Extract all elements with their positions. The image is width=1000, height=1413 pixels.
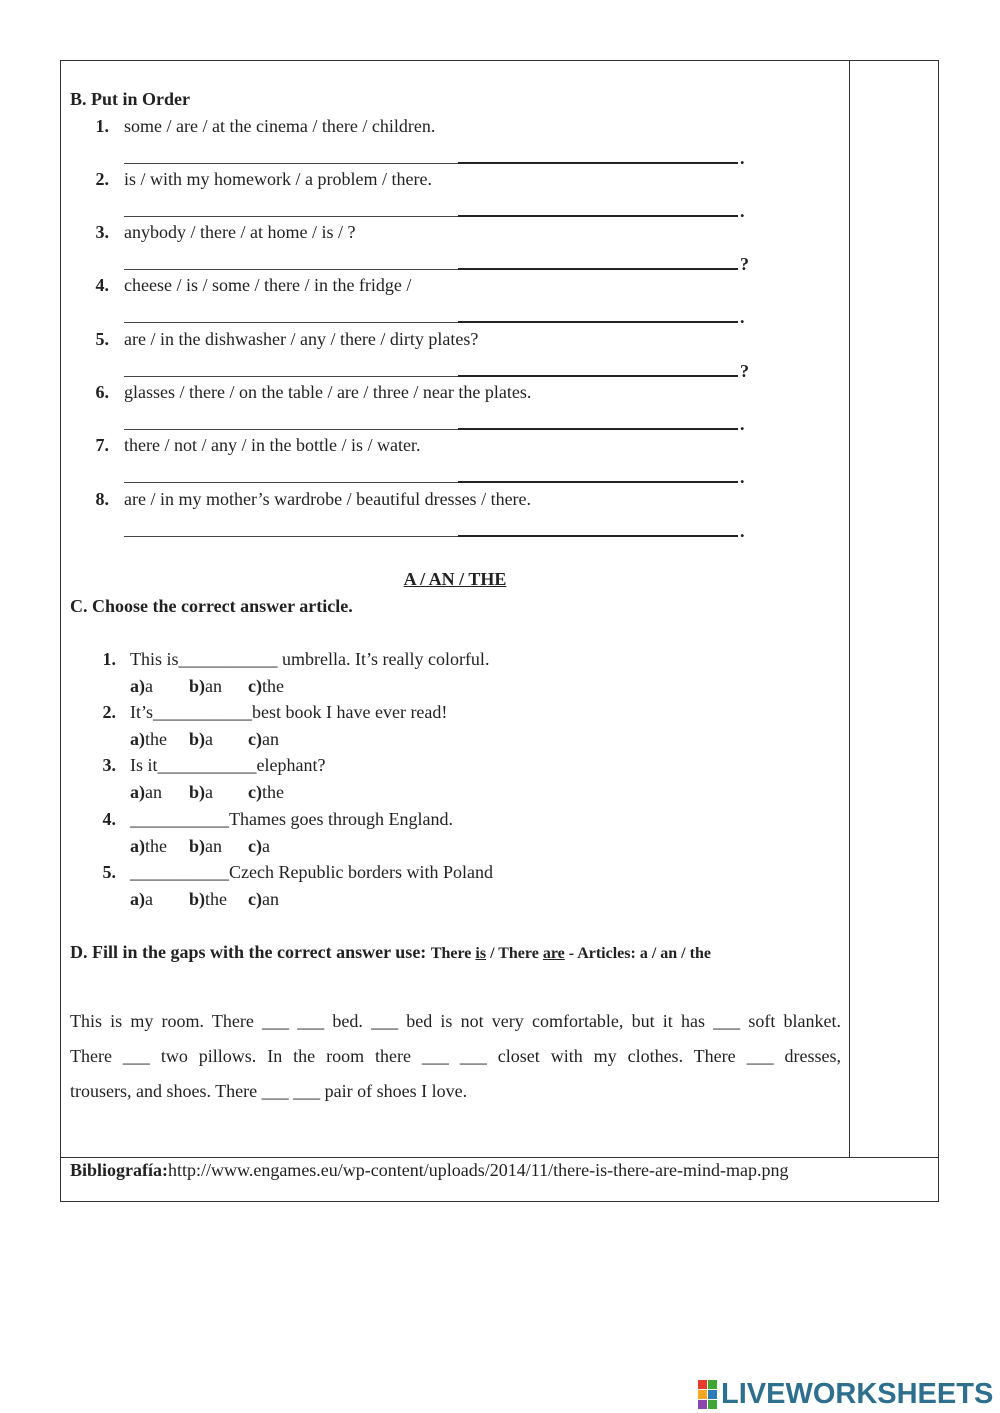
option-key: c) [248,676,262,696]
option-value: an [145,782,162,802]
section-b-item-prompt: glasses / there / on the table / are / three / near the plates. [124,382,532,402]
section-b-item-prompt: cheese / is / some / there / in the fridge / [124,275,412,295]
section-b-item-prompt: are / in the dishwasher / any / there / dirty plates? [124,329,479,349]
section-b-item-number: 7. [95,435,109,455]
option-value: a [145,676,153,696]
option-value: a [145,889,153,909]
section-c-option[interactable] [248,888,279,910]
option-value: an [261,889,279,909]
section-c-item-number: 5. [102,862,116,882]
section-c-option[interactable] [130,835,167,857]
section-b-answer-end-mark: . [740,521,745,541]
section-c-item-number: 1. [102,649,116,669]
section-b-item-number: 3. [95,222,109,242]
option-value: an [261,729,279,749]
section-c-item-question: Is it___________elephant? [130,755,326,775]
option-key: c) [248,889,262,909]
section-b-answer-end-mark: . [740,307,745,327]
section-b-heading: B. Put in Order [70,89,190,109]
section-b-answer-end-mark: . [740,414,745,434]
option-value: a [205,729,214,749]
logo-square [708,1390,717,1399]
bibliography-url[interactable]: http://www.engames.eu/wp-content/uploads/2014/11/there-is-there-are-mind-map.png [168,1160,789,1180]
section-b-item-prompt: anybody / there / at home / is / ? [124,222,356,242]
option-value: a [261,836,270,856]
section-c-option[interactable] [130,888,153,910]
logo-text: LIVEWORKSHEETS [721,1378,994,1410]
section-c-item-question: ___________Czech Republic borders with Poland [130,862,493,882]
option-key: c) [248,729,262,749]
section-d-line-1[interactable]: This is my room. There ___ ___ bed. ___ bed is not very comfortable, but it has ___ soft blanket. [70,1011,841,1031]
option-value: the [261,782,284,802]
section-d-heading-there: There [430,945,476,962]
section-c-item-question: It’s___________best book I have ever read! [130,702,448,722]
logo-square [708,1400,717,1409]
section-c-item-number: 2. [102,702,116,722]
option-value: the [261,676,284,696]
option-key: c) [248,836,262,856]
section-b-item-number: 4. [95,275,109,295]
logo-square [708,1380,717,1389]
option-value: the [205,889,228,909]
section-c-option[interactable] [248,675,284,697]
section-b-item-number: 1. [95,116,109,136]
option-value: a [205,782,214,802]
section-c-option[interactable] [248,835,270,857]
section-b-answer-end-mark: . [740,148,745,168]
section-b-answer-end-mark: . [740,467,745,487]
option-key: a) [130,676,145,696]
section-c-option[interactable] [189,835,222,857]
section-b-item-prompt: are / in my mother’s wardrobe / beautiful dresses / there. [124,489,532,509]
section-c-option[interactable] [189,781,213,803]
section-b-item-prompt: is / with my homework / a problem / there. [124,169,432,189]
option-value: the [145,729,167,749]
option-key: a) [130,889,145,909]
section-d-line-3[interactable]: trousers, and shoes. There ___ ___ pair of shoes I love. [70,1081,468,1101]
section-b-item-number: 8. [95,489,109,509]
liveworksheets-logo[interactable] [698,1378,993,1410]
section-c-option[interactable] [189,675,222,697]
section-d-heading-main: D. Fill in the gaps with the correct answer use: [70,942,431,962]
section-c-item-number: 4. [102,809,116,829]
bibliography [70,1159,789,1181]
option-value: an [205,836,223,856]
logo-square [698,1390,707,1399]
option-key: c) [248,782,262,802]
section-c-option[interactable] [248,781,284,803]
section-c-title: A / AN / THE [403,569,507,589]
section-c-option[interactable] [189,888,227,910]
section-c-item-question: This is___________ umbrella. It’s really colorful. [130,649,490,669]
option-key: a) [130,836,145,856]
option-key: a) [130,729,145,749]
bibliography-label: Bibliografía: [70,1160,168,1180]
bibliography-divider [60,1157,939,1158]
section-c-option[interactable] [248,728,279,750]
section-c-option[interactable] [130,728,167,750]
section-b-item-number: 6. [95,382,109,402]
section-d-heading-sep: / There [486,945,543,962]
section-d-heading [70,941,711,965]
option-key: b) [189,782,206,802]
section-d-line-2[interactable]: There ___ two pillows. In the room there ___ ___ closet with my clothes. There ___ dresses, [70,1046,841,1066]
option-key: b) [189,729,206,749]
section-d-heading-articles: - Articles: a / an / the [564,945,711,962]
section-b-answer-end-mark: . [740,201,745,221]
section-b-answer-end-mark: ? [740,254,749,274]
option-key: b) [189,836,206,856]
section-c-option[interactable] [130,675,153,697]
option-key: b) [189,676,206,696]
section-b-item-prompt: there / not / any / in the bottle / is / water. [124,435,421,455]
option-key: b) [189,889,206,909]
section-d-heading-are: are [542,945,565,962]
option-value: an [205,676,223,696]
section-b-answer-end-mark: ? [740,361,749,381]
logo-square [698,1380,707,1389]
option-key: a) [130,782,145,802]
logo-square [698,1400,707,1409]
logo-icon [698,1380,717,1409]
section-b-item-number: 2. [95,169,109,189]
section-b-item-number: 5. [95,329,109,349]
section-c-heading: C. Choose the correct answer article. [70,596,353,616]
section-d-heading-is: is [475,945,487,962]
section-c-item-question: ___________Thames goes through England. [130,809,453,829]
section-b-item-prompt: some / are / at the cinema / there / children. [124,116,436,136]
margin-column-divider [849,60,850,1157]
section-c-option[interactable] [130,781,162,803]
section-c-option[interactable] [189,728,213,750]
option-value: the [145,836,167,856]
section-c-item-number: 3. [102,755,116,775]
